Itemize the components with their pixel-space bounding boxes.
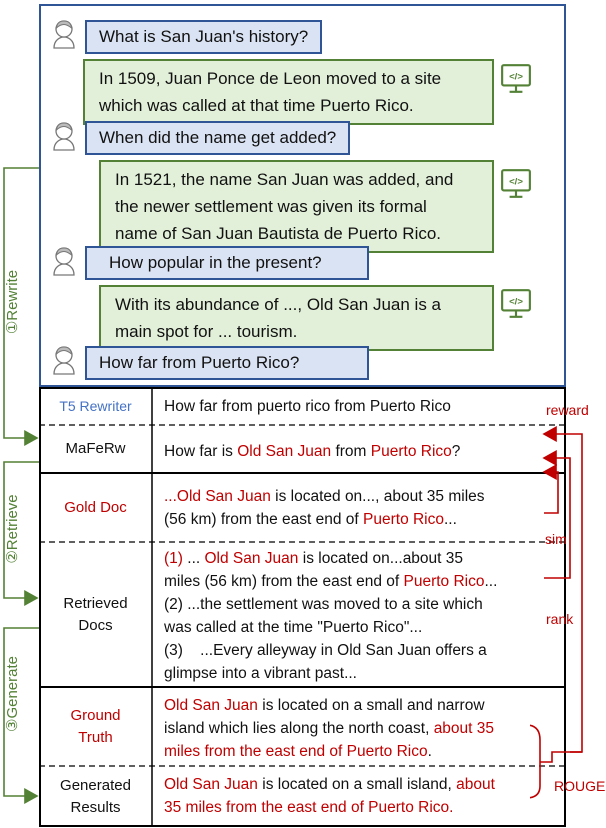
- rank-label: rank: [546, 611, 574, 627]
- user-question-3: How popular in the present?: [85, 246, 369, 280]
- maferw-output: How far is Old San Juan from Puerto Rico?: [164, 443, 461, 460]
- person-icon: [50, 245, 78, 277]
- retrieved-docs-text: (1) ... Old San Juan is located on...about 35 miles (56 km) from the east end of Puerto Rico... (2) ...the settlement was moved to a site which was called at the time "Puerto Rico"... (3) ...Every alleyway in Old San Juan offers a glimpse into a vibrant past...: [164, 550, 498, 682]
- computer-icon: [500, 168, 532, 200]
- reward-label: reward: [546, 402, 589, 418]
- person-icon: [50, 120, 78, 152]
- gold-doc-text: ...Old San Juan is located on..., about 35 miles (56 km) from the east end of Puerto Rico...: [164, 488, 485, 528]
- person-icon: [50, 18, 78, 50]
- sim-label: sim: [545, 531, 567, 547]
- maferw-label: MaFeRw: [65, 440, 126, 457]
- comparison-table: [39, 387, 566, 827]
- retrieved-docs-label: Retrieved Docs: [63, 594, 128, 634]
- user-question-2: When did the name get added?: [85, 121, 350, 155]
- reward-arrows: [530, 400, 606, 820]
- generated-results-text: Old San Juan is located on a small island, about 35 miles from the east end of Puerto Rico.: [164, 776, 495, 816]
- generated-results-label: Generated Results: [60, 776, 131, 816]
- system-answer-3: With its abundance of ..., Old San Juan is a main spot for ... tourism.: [99, 285, 494, 351]
- user-question-4: How far from Puerto Rico?: [85, 346, 369, 380]
- ground-truth-label: Ground Truth: [70, 706, 121, 746]
- t5-rewriter-output: How far from puerto rico from Puerto Rico: [164, 398, 451, 415]
- rouge-label: ROUGE: [554, 778, 606, 794]
- system-answer-1: In 1509, Juan Ponce de Leon moved to a site which was called at that time Puerto Rico.: [83, 59, 494, 125]
- rewrite-step-label: ①Rewrite: [4, 269, 21, 335]
- person-icon: [50, 344, 78, 376]
- t5-rewriter-label: T5 Rewriter: [59, 398, 132, 414]
- retrieve-step-label: ②Retrieve: [4, 494, 21, 564]
- ground-truth-text: Old San Juan is located on a small and narrow island which lies along the north coast, about 35 miles from the east end of Puerto Rico.: [164, 697, 495, 760]
- gold-doc-label: Gold Doc: [64, 498, 127, 516]
- computer-icon: [500, 288, 532, 320]
- generate-step-label: ③Generate: [4, 656, 21, 732]
- computer-icon: [500, 63, 532, 95]
- system-answer-2: In 1521, the name San Juan was added, and the newer settlement was given its formal name of San Juan Bautista de Puerto Rico.: [99, 160, 494, 253]
- user-question-1: What is San Juan's history?: [85, 20, 322, 54]
